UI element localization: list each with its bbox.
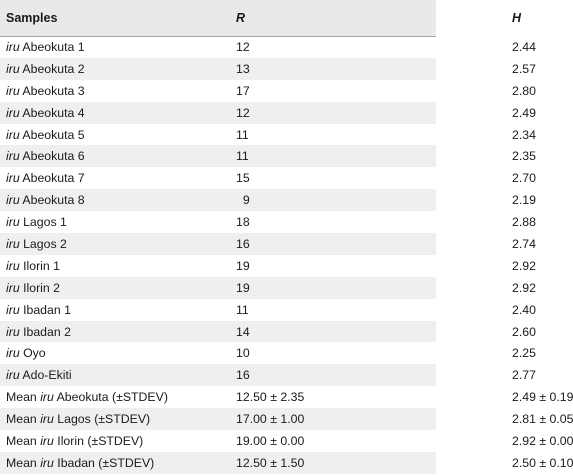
h-value: 2.25 bbox=[512, 346, 536, 361]
sample-cell bbox=[0, 102, 224, 124]
table-header bbox=[0, 0, 522, 36]
sample-cell bbox=[0, 277, 224, 299]
h-cell bbox=[369, 321, 536, 343]
sample-prefix: iru bbox=[6, 346, 20, 361]
mean-h-value: 2.49 ± 0.19 bbox=[512, 390, 573, 405]
table-row bbox=[0, 167, 436, 189]
sample-name: Abeokuta 8 bbox=[19, 193, 85, 208]
r-value: 17 bbox=[236, 83, 250, 98]
h-cell bbox=[369, 145, 536, 167]
mean-label: Mean bbox=[6, 433, 41, 448]
sample-cell bbox=[0, 80, 224, 102]
sample-name: Ibadan 2 bbox=[19, 324, 71, 339]
r-cell bbox=[224, 102, 369, 124]
sample-cell bbox=[0, 167, 224, 189]
sample-prefix: iru bbox=[6, 368, 20, 383]
r-value: 19 bbox=[236, 258, 250, 273]
h-cell bbox=[369, 255, 536, 277]
mean-row bbox=[0, 408, 436, 430]
h-cell bbox=[369, 36, 536, 58]
sample-name: Lagos (±STDEV) bbox=[53, 412, 151, 427]
r-value: 11 bbox=[236, 302, 249, 317]
sample-prefix: iru bbox=[6, 236, 20, 251]
sample-cell bbox=[0, 58, 224, 80]
r-value: 18 bbox=[236, 215, 250, 230]
r-value: 12 bbox=[236, 40, 250, 55]
r-cell bbox=[224, 167, 369, 189]
sample-name: Abeokuta 1 bbox=[19, 40, 85, 55]
r-value: 16 bbox=[236, 236, 250, 251]
sample-cell bbox=[0, 255, 224, 277]
sample-cell bbox=[0, 342, 224, 364]
h-cell bbox=[369, 233, 536, 255]
sample-name: Ado-Ekiti bbox=[19, 368, 72, 383]
table-row bbox=[0, 189, 436, 211]
mean-h-cell bbox=[369, 408, 573, 430]
sample-prefix: iru bbox=[6, 127, 20, 142]
header-h: H bbox=[369, 0, 436, 36]
sample-cell bbox=[0, 145, 224, 167]
table-row bbox=[0, 36, 436, 58]
mean-sample-cell bbox=[0, 408, 224, 430]
sample-name: Ibadan 1 bbox=[19, 302, 71, 317]
table-row bbox=[0, 211, 436, 233]
table-row bbox=[0, 233, 436, 255]
r-cell bbox=[224, 124, 369, 146]
r-cell bbox=[224, 145, 369, 167]
r-cell bbox=[224, 277, 369, 299]
sample-prefix: iru bbox=[6, 215, 20, 230]
h-cell bbox=[369, 124, 536, 146]
mean-h-cell bbox=[369, 430, 573, 452]
header-row bbox=[0, 0, 436, 36]
mean-label: Mean bbox=[6, 455, 41, 470]
r-value: 16 bbox=[236, 368, 250, 383]
mean-sample-cell bbox=[0, 430, 224, 452]
table-row bbox=[0, 102, 436, 124]
sample-prefix: iru bbox=[40, 390, 54, 405]
h-value: 2.77 bbox=[512, 368, 536, 383]
r-cell bbox=[224, 233, 369, 255]
header-r: R bbox=[224, 0, 369, 36]
h-value: 2.34 bbox=[512, 127, 536, 142]
h-cell bbox=[369, 189, 536, 211]
sample-name: Abeokuta 4 bbox=[19, 105, 85, 120]
sample-name: Abeokuta (±STDEV) bbox=[53, 390, 168, 405]
mean-h-value: 2.81 ± 0.05 bbox=[512, 412, 573, 427]
mean-r-cell bbox=[224, 386, 369, 408]
table-row bbox=[0, 58, 436, 80]
r-cell bbox=[224, 255, 369, 277]
mean-h-cell bbox=[369, 452, 573, 474]
h-cell bbox=[369, 167, 536, 189]
sample-prefix: iru bbox=[6, 83, 20, 98]
sample-prefix: iru bbox=[6, 302, 20, 317]
sample-name: Abeokuta 5 bbox=[19, 127, 85, 142]
mean-label: Mean bbox=[6, 390, 41, 405]
sample-cell bbox=[0, 189, 224, 211]
r-cell bbox=[224, 80, 369, 102]
sample-prefix: iru bbox=[6, 105, 20, 120]
sample-prefix: iru bbox=[6, 280, 20, 295]
mean-r-value: 12.50 ± 2.35 bbox=[236, 390, 305, 405]
sample-prefix: iru bbox=[6, 149, 20, 164]
h-value: 2.70 bbox=[512, 171, 536, 186]
sample-name: Oyo bbox=[19, 346, 46, 361]
r-value: 15 bbox=[236, 171, 250, 186]
r-value: 10 bbox=[236, 346, 250, 361]
table-row bbox=[0, 299, 436, 321]
sample-name: Lagos 2 bbox=[19, 236, 67, 251]
table-row bbox=[0, 277, 436, 299]
mean-row bbox=[0, 430, 436, 452]
sample-prefix: iru bbox=[40, 412, 54, 427]
r-cell bbox=[224, 299, 369, 321]
sample-prefix: iru bbox=[40, 455, 54, 470]
h-value: 2.92 bbox=[512, 280, 536, 295]
sample-prefix: iru bbox=[6, 40, 20, 55]
table-row bbox=[0, 145, 436, 167]
h-cell bbox=[369, 80, 536, 102]
r-value: 19 bbox=[236, 280, 250, 295]
h-cell bbox=[369, 277, 536, 299]
sample-cell bbox=[0, 124, 224, 146]
r-cell bbox=[224, 342, 369, 364]
r-value: 13 bbox=[236, 61, 250, 76]
r-value: 9 bbox=[236, 193, 250, 208]
h-value: 2.57 bbox=[512, 61, 536, 76]
mean-r-cell bbox=[224, 430, 369, 452]
sample-name: Abeokuta 6 bbox=[19, 149, 85, 164]
mean-h-value: 2.50 ± 0.10 bbox=[512, 455, 573, 470]
table-row bbox=[0, 124, 436, 146]
r-cell bbox=[224, 211, 369, 233]
table-row bbox=[0, 321, 436, 343]
h-cell bbox=[369, 299, 536, 321]
h-cell bbox=[369, 58, 536, 80]
mean-r-cell bbox=[224, 452, 369, 474]
sample-prefix: iru bbox=[6, 61, 20, 76]
sample-name: Abeokuta 2 bbox=[19, 61, 85, 76]
mean-row bbox=[0, 386, 436, 408]
h-value: 2.44 bbox=[512, 40, 536, 55]
table-row bbox=[0, 255, 436, 277]
sample-prefix: iru bbox=[6, 258, 20, 273]
r-value: 11 bbox=[236, 127, 249, 142]
sample-cell bbox=[0, 321, 224, 343]
sample-cell bbox=[0, 36, 224, 58]
mean-label: Mean bbox=[6, 412, 41, 427]
sample-cell bbox=[0, 364, 224, 386]
h-cell bbox=[369, 364, 536, 386]
h-value: 2.60 bbox=[512, 324, 536, 339]
h-value: 2.88 bbox=[512, 215, 536, 230]
mean-sample-cell bbox=[0, 452, 224, 474]
sample-name: Abeokuta 3 bbox=[19, 83, 85, 98]
sample-name: Ilorin 2 bbox=[19, 280, 60, 295]
h-value: 2.49 bbox=[512, 105, 536, 120]
r-cell bbox=[224, 189, 369, 211]
mean-r-value: 12.50 ± 1.50 bbox=[236, 455, 305, 470]
h-cell bbox=[369, 342, 536, 364]
sample-cell bbox=[0, 299, 224, 321]
sample-prefix: iru bbox=[6, 193, 20, 208]
mean-row bbox=[0, 452, 436, 474]
h-value: 2.19 bbox=[512, 193, 536, 208]
mean-r-value: 17.00 ± 1.00 bbox=[236, 412, 305, 427]
h-value: 2.40 bbox=[512, 302, 536, 317]
mean-h-cell bbox=[369, 386, 573, 408]
table-row bbox=[0, 80, 436, 102]
table-body bbox=[0, 36, 573, 474]
sample-cell bbox=[0, 211, 224, 233]
sample-prefix: iru bbox=[40, 433, 54, 448]
h-value: 2.35 bbox=[512, 149, 536, 164]
h-cell bbox=[369, 211, 536, 233]
sample-name: Lagos 1 bbox=[19, 215, 67, 230]
sample-name: Ibadan (±STDEV) bbox=[53, 455, 155, 470]
sample-cell bbox=[0, 233, 224, 255]
sample-name: Abeokuta 7 bbox=[19, 171, 85, 186]
r-value: 14 bbox=[236, 324, 250, 339]
r-cell bbox=[224, 321, 369, 343]
table-row bbox=[0, 342, 436, 364]
header-samples: Samples bbox=[0, 0, 224, 36]
r-value: 12 bbox=[236, 105, 250, 120]
h-value: 2.92 bbox=[512, 258, 536, 273]
h-value: 2.74 bbox=[512, 236, 536, 251]
r-cell bbox=[224, 58, 369, 80]
r-cell bbox=[224, 364, 369, 386]
r-value: 11 bbox=[236, 149, 249, 164]
sample-name: Ilorin 1 bbox=[19, 258, 60, 273]
r-cell bbox=[224, 36, 369, 58]
mean-r-value: 19.00 ± 0.00 bbox=[236, 433, 305, 448]
sample-prefix: iru bbox=[6, 324, 20, 339]
h-value: 2.80 bbox=[512, 83, 536, 98]
h-cell bbox=[369, 102, 536, 124]
table-row bbox=[0, 364, 436, 386]
sample-prefix: iru bbox=[6, 171, 20, 186]
mean-sample-cell bbox=[0, 386, 224, 408]
mean-r-cell bbox=[224, 408, 369, 430]
mean-h-value: 2.92 ± 0.00 bbox=[512, 433, 573, 448]
sample-name: Ilorin (±STDEV) bbox=[53, 433, 144, 448]
